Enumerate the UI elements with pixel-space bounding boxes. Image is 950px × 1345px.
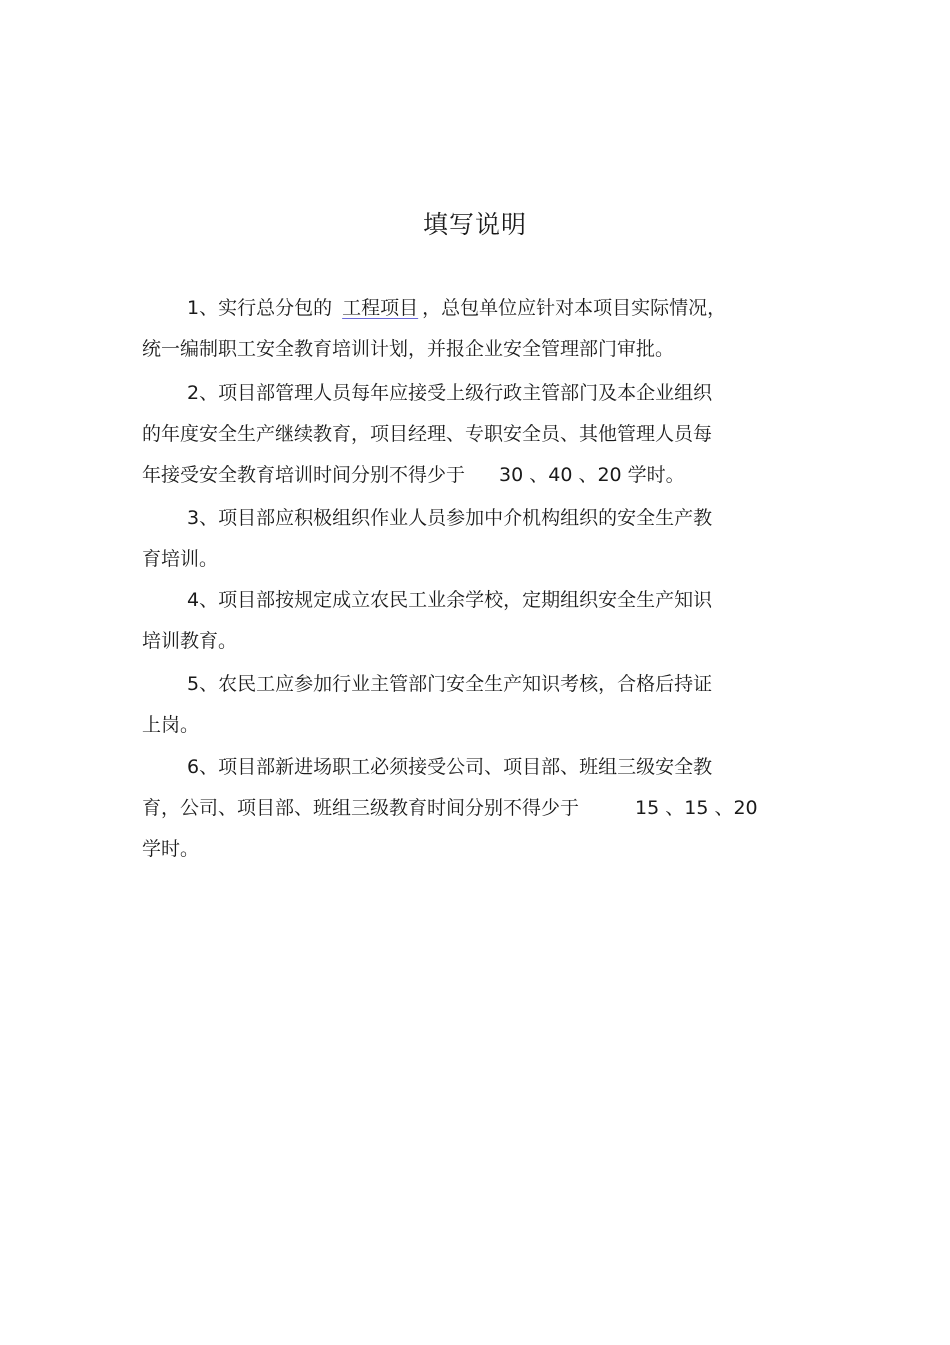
item-6-line-1: 6、项目部新进场职工必须接受公司、项目部、班组三级安全教 <box>187 756 713 778</box>
item-3-line-2: 育培训。 <box>142 548 219 570</box>
instruction-item-2 <box>142 373 812 496</box>
instruction-item-3 <box>142 498 812 580</box>
instruction-item-5 <box>142 664 812 746</box>
training-hours-new-staff: 15 、15 、20 <box>635 797 758 819</box>
project-name-field: 工程项目 <box>342 297 419 319</box>
item-6-line-3: 学时。 <box>142 838 200 860</box>
item-5-line-2: 上岗。 <box>142 714 200 736</box>
item-2-line-2: 的年度安全生产继续教育，项目经理、专职安全员、其他管理人员每 <box>142 423 713 445</box>
instruction-item-4 <box>142 580 812 662</box>
item-6-line-2: 育，公司、项目部、班组三级教育时间分别不得少于 15 、15 、20 <box>142 788 812 829</box>
item-5-line-1: 5、农民工应参加行业主管部门安全生产知识考核，合格后持证 <box>187 673 713 695</box>
item-4-line-2: 培训教育。 <box>142 630 238 652</box>
instruction-item-6 <box>142 747 812 870</box>
training-hours-management: 30 、40 、20 <box>499 464 622 486</box>
item-1-line-2: 统一编制职工安全教育培训计划，并报企业安全管理部门审批。 <box>142 338 675 360</box>
page-title: 填写说明 <box>422 210 527 239</box>
item-4-line-1: 4、项目部按规定成立农民工业余学校，定期组织安全生产知识 <box>187 589 713 611</box>
item-2-line-1: 2、项目部管理人员每年应接受上级行政主管部门及本企业组织 <box>187 382 713 404</box>
item-2-line-3: 年接受安全教育培训时间分别不得少于 30 、40 、20 学时。 <box>142 455 812 496</box>
item-1-line-1: 1、实行总分包的 工程项目 ，总包单位应针对本项目实际情况， <box>187 297 727 319</box>
item-3-line-1: 3、项目部应积极组织作业人员参加中介机构组织的安全生产教 <box>187 507 713 529</box>
instruction-item-1 <box>142 288 812 370</box>
